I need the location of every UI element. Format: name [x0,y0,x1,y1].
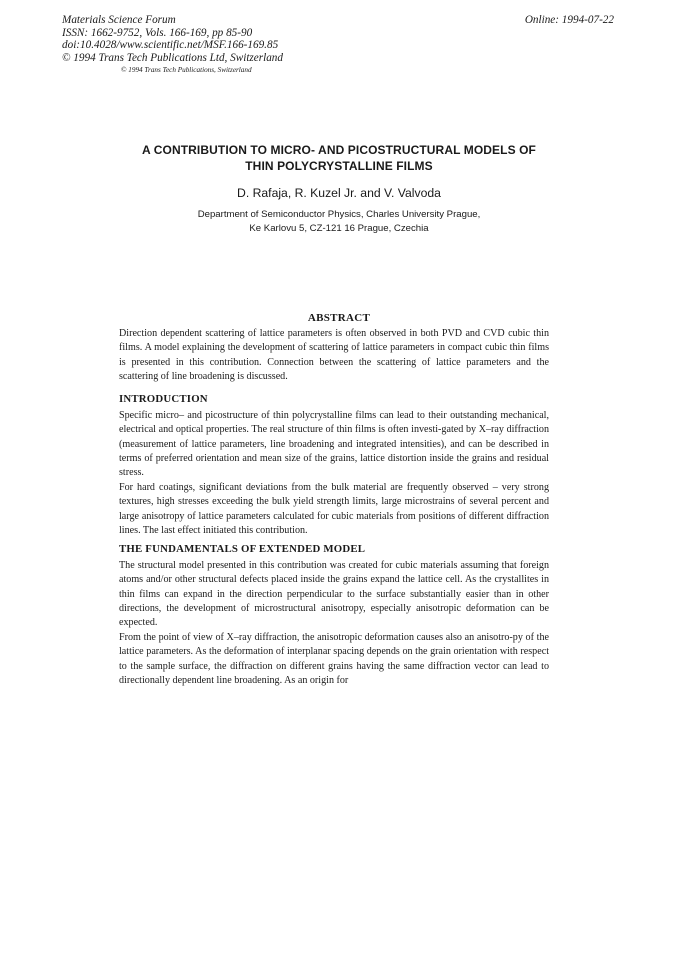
authors: D. Rafaja, R. Kuzel Jr. and V. Valvoda [237,186,441,200]
introduction-paragraph: Specific micro– and picostructure of thin polycrystalline films can lead to their outstanding mechanical, electrical and optical properties. The real structure of thin films is often investi-gated by X–ray diffraction (measurement of lattice parameters, line broadening and integrated intensities), and can be described in terms of preferred orientation and mean size of the grains, lattice distortion inside the grains and residual stress. [119,410,549,478]
paper-title [100,142,578,174]
affiliation [100,208,578,235]
introduction-heading: INTRODUCTION [119,393,208,405]
title-line: THIN POLYCRYSTALLINE FILMS [245,159,433,173]
journal-name: Materials Science Forum [62,14,176,26]
copyright-small: © 1994 Trans Tech Publications, Switzerland [121,66,252,74]
introduction-paragraph: For hard coatings, significant deviations from the bulk material are frequently observed – very strong textures, high stresses exceeding the bulk yield strength limits, large microstrains of several percent and large anisotropy of lattice parameters calculated for cubic materials from positions of different diffraction lines. The last effect initiated this contribution. [119,482,549,536]
title-line: A CONTRIBUTION TO MICRO- AND PICOSTRUCTURAL MODELS OF [142,143,536,157]
copyright-line: © 1994 Trans Tech Publications Ltd, Switzerland [62,51,283,64]
doi-line: doi:10.4028/www.scientific.net/MSF.166-169.85 [62,39,279,52]
fundamentals-paragraph: From the point of view of X–ray diffraction, the anisotropic deformation causes also an anisotro-py of the lattice parameters. As the deformation of interplanar spacing depends on the grain orientation with respect to the sample surface, the diffraction on different grains having the same diffraction vector can lead to directionally dependent line broadening. As an origin for [119,632,549,686]
fundamentals-heading: THE FUNDAMENTALS OF EXTENDED MODEL [119,543,366,555]
abstract-heading: ABSTRACT [307,312,371,324]
affiliation-line: Ke Karlovu 5, CZ-121 16 Prague, Czechia [249,222,429,234]
online-date: Online: 1994-07-22 [524,14,614,26]
fundamentals-paragraph: The structural model presented in this contribution was created for cubic materials assuming that foreign atoms and/or other structural defects placed inside the grains expand the lattice cell. As the crystallites in thin films can expand in the direction perpendicular to the surface substantially easier than in other directions, the development of microstructural anisotropy, especially anisotropic deformation can be expected. [119,560,549,628]
abstract-text: Direction dependent scattering of lattice parameters is often observed in both PVD and CVD cubic thin films. A model explaining the development of scattering of lattice parameters in compact cubic thin films is presented in this contribution. Connection between the scattering of lattice parameters and the scattering of line broadening is discussed. [119,328,549,382]
issn-line: ISSN: 1662-9752, Vols. 166-169, pp 85-90 [62,26,253,39]
affiliation-line: Department of Semiconductor Physics, Charles University Prague, [197,209,481,220]
journal-info [62,14,283,64]
